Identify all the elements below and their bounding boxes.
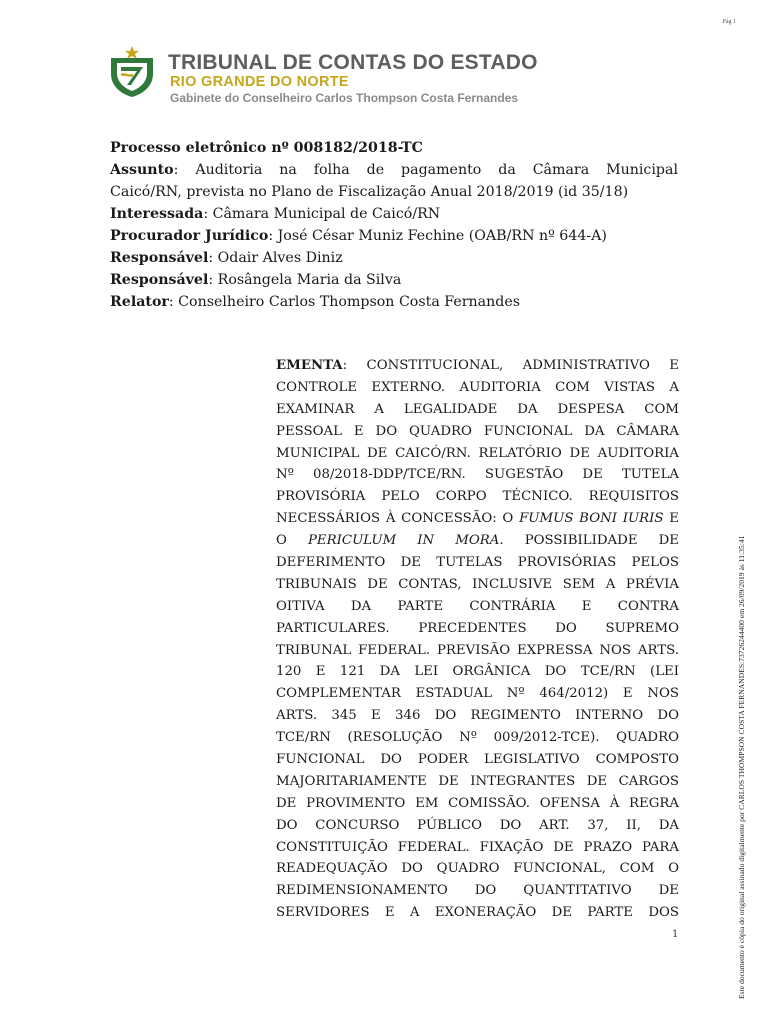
ementa-text: O bbox=[276, 533, 308, 549]
ementa-line bbox=[276, 530, 679, 552]
ementa-line: Nº 08/2018-DDP/TCE/RN. SUGESTÃO DE TUTELA bbox=[276, 467, 679, 483]
ementa-line: TCE/RN (RESOLUÇÃO Nº 009/2012-TCE). QUADRO bbox=[276, 730, 679, 746]
ementa-text: . POSSIBILIDADE DE bbox=[499, 533, 679, 549]
ementa-line: 120 E 121 DA LEI ORGÂNICA DO TCE/RN (LEI bbox=[276, 664, 679, 680]
interessada-value: : Câmara Municipal de Caicó/RN bbox=[203, 206, 441, 222]
ementa-line: READEQUAÇÃO DO QUADRO FUNCIONAL, COM O bbox=[276, 861, 679, 877]
ementa-line: FUNCIONAL DO PODER LEGISLATIVO COMPOSTO bbox=[276, 752, 679, 768]
responsavel-label-1: Responsável bbox=[110, 250, 209, 266]
ementa-italic: PERICULUM IN MORA bbox=[307, 533, 500, 549]
responsavel-label-2: Responsável bbox=[110, 272, 209, 288]
procurador-value: : José César Muniz Fechine (OAB/RN nº 644-A) bbox=[268, 228, 607, 244]
responsavel-line-1 bbox=[110, 247, 678, 269]
ementa-line: CONSTITUIÇÃO FEDERAL. FIXAÇÃO DE PRAZO PARA bbox=[276, 839, 679, 855]
ementa-italic: FUMUS BONI IURIS bbox=[519, 511, 664, 527]
assunto-text-1: : Auditoria na folha de pagamento da Câmara Municipal bbox=[173, 162, 678, 178]
relator-line bbox=[110, 291, 678, 313]
ementa-line: DO CONCURSO PÚBLICO DO ART. 37, II, DA bbox=[276, 817, 679, 833]
interessada-label: Interessada bbox=[110, 206, 204, 222]
procurador-line bbox=[110, 225, 678, 247]
assunto-label: Assunto bbox=[110, 162, 174, 178]
process-metadata bbox=[110, 137, 678, 313]
ementa-line: TRIBUNAL FEDERAL. PREVISÃO EXPRESSA NOS ARTS. bbox=[276, 642, 679, 658]
tce-rn-logo bbox=[107, 44, 157, 98]
ementa-line bbox=[276, 355, 679, 377]
ementa-line: EXAMINAR A LEGALIDADE DA DESPESA COM bbox=[276, 401, 679, 417]
assunto-line-1 bbox=[110, 159, 678, 181]
ementa-line: PARTICULARES. PRECEDENTES DO SUPREMO bbox=[276, 620, 679, 636]
responsavel-line-2 bbox=[110, 269, 678, 291]
ementa-line: PROVISÓRIA PELO CORPO TÉCNICO. REQUISITOS bbox=[276, 489, 679, 505]
ementa-line: CONTROLE EXTERNO. AUDITORIA COM VISTAS A bbox=[276, 379, 679, 395]
digital-signature-note: Este documento é cópia do original assinado digitalmente por CARLOS THOMPSON COSTA FERNANDES:73726244400 em 26/09/2019 às 11:35:41 bbox=[737, 535, 746, 999]
responsavel-value-2: : Rosângela Maria da Silva bbox=[208, 272, 402, 288]
ementa-text: NECESSÁRIOS À CONCESSÃO: O bbox=[276, 511, 520, 527]
ementa-line: COMPLEMENTAR ESTADUAL Nº 464/2012) E NOS bbox=[276, 686, 679, 702]
ementa-label: EMENTA bbox=[276, 358, 343, 373]
ementa-line: MUNICIPAL DE CAICÓ/RN. RELATÓRIO DE AUDITORIA bbox=[276, 445, 679, 461]
org-state: RIO GRANDE DO NORTE bbox=[170, 74, 349, 90]
page-number: 1 bbox=[672, 929, 679, 940]
ementa-line: MAJORITARIAMENTE DE INTEGRANTES DE CARGOS bbox=[276, 773, 679, 789]
ementa-line: REDIMENSIONAMENTO DO QUANTITATIVO DE bbox=[276, 883, 679, 899]
ementa-line: SERVIDORES E A EXONERAÇÃO DE PARTE DOS bbox=[276, 905, 679, 921]
ementa-line: OITIVA DA PARTE CONTRÁRIA E CONTRA bbox=[276, 598, 679, 614]
cabinet-name: Gabinete do Conselheiro Carlos Thompson Costa Fernandes bbox=[170, 91, 519, 105]
ementa-line: DE PROVIMENTO EM COMISSÃO. OFENSA À REGRA bbox=[276, 795, 679, 811]
responsavel-value-1: : Odair Alves Diniz bbox=[208, 250, 343, 266]
ementa-block bbox=[276, 355, 679, 924]
ementa-line: PESSOAL E DO QUADRO FUNCIONAL DA CÂMARA bbox=[276, 423, 679, 439]
ementa-line bbox=[276, 508, 679, 530]
ementa-text: : CONSTITUCIONAL, ADMINISTRATIVO E bbox=[342, 358, 679, 373]
page-tag: Pág 1 bbox=[722, 19, 736, 25]
assunto-text-2: Caicó/RN, prevista no Plano de Fiscalização Anual 2018/2019 (id 35/18) bbox=[110, 184, 629, 200]
relator-value: : Conselheiro Carlos Thompson Costa Fernandes bbox=[168, 294, 521, 310]
org-name: TRIBUNAL DE CONTAS DO ESTADO bbox=[168, 51, 538, 74]
ementa-line: ARTS. 345 E 346 DO REGIMENTO INTERNO DO bbox=[276, 708, 679, 724]
ementa-text: E bbox=[663, 511, 679, 527]
ementa-line: DEFERIMENTO DE TUTELAS PROVISÓRIAS PELOS bbox=[276, 555, 679, 571]
procurador-label: Procurador Jurídico bbox=[110, 228, 269, 244]
interessada-line bbox=[110, 203, 678, 225]
process-title: Processo eletrônico nº 008182/2018-TC bbox=[110, 140, 423, 156]
relator-label: Relator bbox=[110, 294, 169, 310]
ementa-line: TRIBUNAIS DE CONTAS, INCLUSIVE SEM A PRÉVIA bbox=[276, 576, 679, 592]
